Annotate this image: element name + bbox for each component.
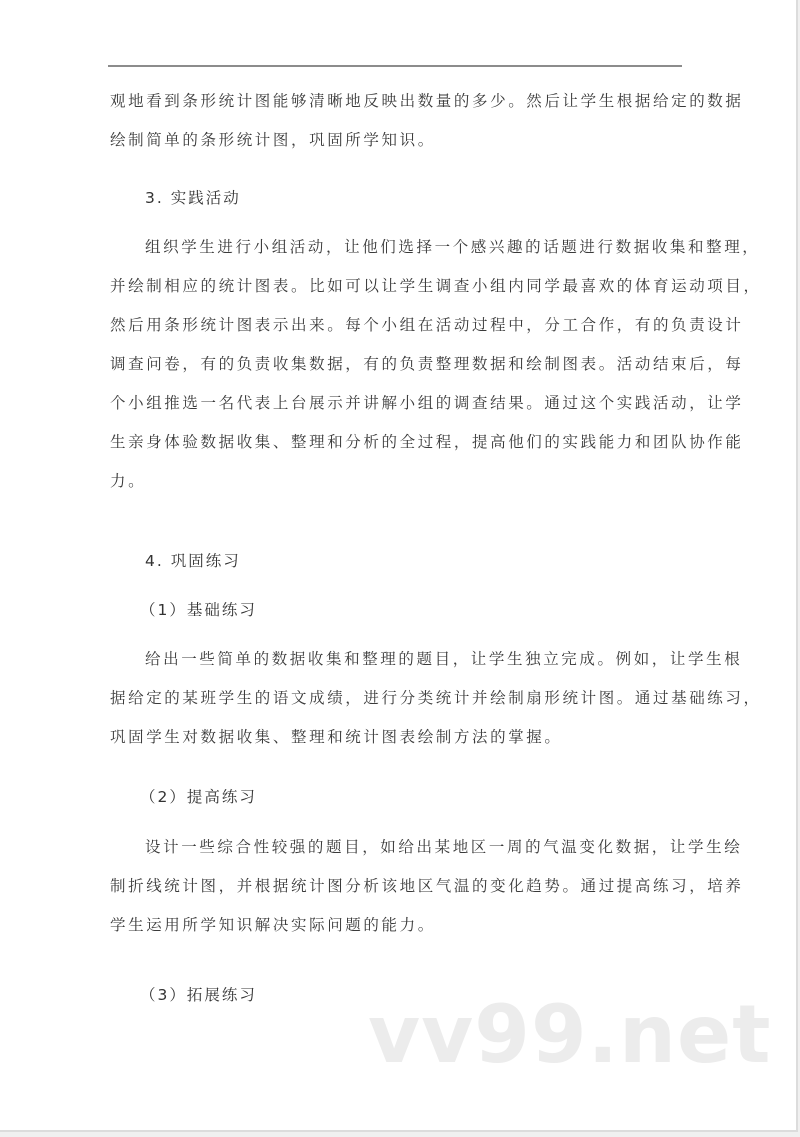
paragraph-line: 然后用条形统计图表示出来。每个小组在活动过程中，分工合作，有的负责设计	[110, 316, 744, 334]
paragraph-line: 学生运用所学知识解决实际问题的能力。	[110, 916, 436, 934]
paragraph-line: 设计一些综合性较强的题目，如给出某地区一周的气温变化数据，让学生绘	[145, 838, 743, 856]
paragraph-line: 绘制简单的条形统计图，巩固所学知识。	[110, 131, 436, 149]
paragraph-line: 观地看到条形统计图能够清晰地反映出数量的多少。然后让学生根据给定的数据	[110, 92, 744, 110]
section-heading-consolidation: 4. 巩固练习	[145, 552, 241, 570]
paragraph-line: 力。	[110, 472, 147, 490]
paragraph-line: 并绘制相应的统计图表。比如可以让学生调查小组内同学最喜欢的体育运动项目，	[110, 277, 762, 295]
paragraph-line: 巩固学生对数据收集、整理和统计图表绘制方法的掌握。	[110, 728, 563, 746]
subsection-heading-basic: （1）基础练习	[140, 601, 257, 619]
paragraph-line: 据给定的某班学生的语文成绩，进行分类统计并绘制扇形统计图。通过基础练习，	[110, 689, 762, 707]
paragraph-line: 制折线统计图，并根据统计图分析该地区气温的变化趋势。通过提高练习，培养	[110, 877, 744, 895]
paragraph-line: 个小组推选一名代表上台展示并讲解小组的调查结果。通过这个实践活动，让学	[110, 394, 744, 412]
paragraph-line: 生亲身体验数据收集、整理和分析的全过程，提高他们的实践能力和团队协作能	[110, 433, 744, 451]
paragraph-line: 给出一些简单的数据收集和整理的题目，让学生独立完成。例如，让学生根	[145, 650, 743, 668]
paragraph-line: 组织学生进行小组活动，让他们选择一个感兴趣的话题进行数据收集和整理，	[145, 238, 761, 256]
header-rule	[108, 65, 682, 67]
subsection-heading-extension: （3）拓展练习	[140, 986, 257, 1004]
section-heading-practice-activity: 3. 实践活动	[145, 189, 241, 207]
subsection-heading-advanced: （2）提高练习	[140, 788, 257, 806]
paragraph-line: 调查问卷，有的负责收集数据，有的负责整理数据和绘制图表。活动结束后，每	[110, 355, 744, 373]
watermark: vv99.net	[368, 988, 772, 1081]
